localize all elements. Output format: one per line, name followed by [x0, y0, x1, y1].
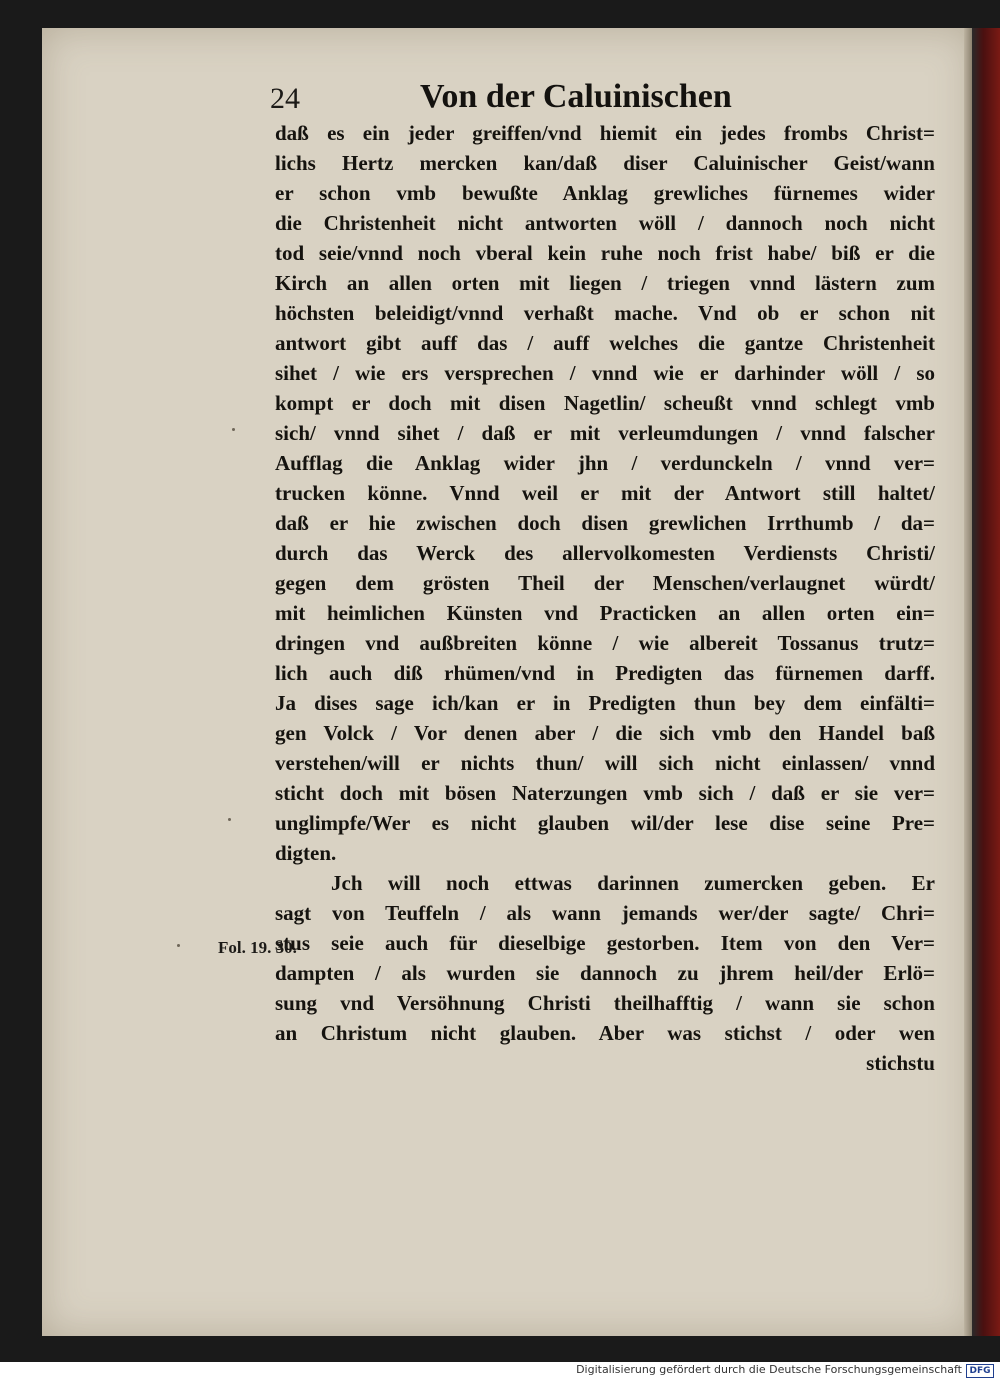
dfg-logo-icon: DFG: [966, 1364, 994, 1378]
text-line: daß es ein jeder greiffen/vnd hiemit ein jedes frombs Christ=: [275, 121, 935, 145]
text-line: mit heimlichen Künsten vnd Practicken an allen orten ein=: [275, 601, 935, 625]
text-line: stus seie auch für dieselbige gestorben. Item von den Ver=: [275, 931, 935, 955]
text-line: an Christum nicht glauben. Aber was stichst / oder wen: [275, 1021, 935, 1045]
footer: [0, 1362, 1000, 1381]
text-line: gegen dem grösten Theil der Menschen/verlaugnet würdt/: [275, 571, 935, 595]
paper-speck: [228, 818, 231, 821]
text-line: lichs Hertz mercken kan/daß diser Caluinischer Geist/wann: [275, 151, 935, 175]
text-line: gen Volck / Vor denen aber / die sich vmb den Handel baß: [275, 721, 935, 745]
text-line: höchsten beleidigt/vnnd verhaßt mache. Vnd ob er schon nit: [275, 301, 935, 325]
text-line: Aufflag die Anklag wider jhn / verdunckeln / vnnd ver=: [275, 451, 935, 475]
text-line: Jch will noch ettwas darinnen zumercken geben. Er: [331, 871, 935, 895]
book-edge-strip: [972, 28, 1000, 1336]
page-edge-shadow: [964, 28, 972, 1336]
text-line: lich auch diß rhümen/vnd in Predigten das fürnemen darff.: [275, 661, 935, 685]
text-line: durch das Werck des allervolkomesten Verdiensts Christi/: [275, 541, 935, 565]
text-line: Ja dises sage ich/kan er in Predigten thun bey dem einfälti=: [275, 691, 935, 715]
text-line: sticht doch mit bösen Naterzungen vmb sich / daß er sie ver=: [275, 781, 935, 805]
catchword: stichstu: [866, 1051, 935, 1075]
paper-speck: [232, 428, 235, 431]
text-line: er schon vmb bewußte Anklag grewliches fürnemes wider: [275, 181, 935, 205]
text-line: tod seie/vnnd noch vberal kein ruhe noch frist habe/ biß er die: [275, 241, 935, 265]
margin-note: Fol. 19. 30.: [218, 938, 297, 957]
text-line: sagt von Teuffeln / als wann jemands wer/der sagte/ Chri=: [275, 901, 935, 925]
paper-speck: [177, 944, 180, 947]
page-number: 24: [270, 82, 300, 115]
text-line: unglimpfe/Wer es nicht glauben wil/der lese dise seine Pre=: [275, 811, 935, 835]
text-line: dringen vnd außbreiten könne / wie albereit Tossanus trutz=: [275, 631, 935, 655]
running-head: [270, 78, 770, 122]
text-line: sich/ vnnd sihet / daß er mit verleumdungen / vnnd falscher: [275, 421, 935, 445]
digitization-credit: Digitalisierung gefördert durch die Deutsche Forschungsgemeinschaft: [576, 1363, 962, 1376]
text-line: digten.: [275, 841, 337, 865]
text-line: sihet / wie ers versprechen / vnnd wie er darhinder wöll / so: [275, 361, 935, 385]
text-line: antwort gibt auff das / auff welches die gantze Christenheit: [275, 331, 935, 355]
text-line: verstehen/will er nichts thun/ will sich nicht einlassen/ vnnd: [275, 751, 935, 775]
text-line: Kirch an allen orten mit liegen / triegen vnnd lästern zum: [275, 271, 935, 295]
text-line: die Christenheit nicht antworten wöll / dannoch noch nicht: [275, 211, 935, 235]
body-text: [275, 118, 935, 1078]
text-line: dampten / als wurden sie dannoch zu jhrem heil/der Erlö=: [275, 961, 935, 985]
text-line: kompt er doch mit disen Nagetlin/ scheußt vnnd schlegt vmb: [275, 391, 935, 415]
text-line: daß er hie zwischen doch disen grewlichen Irrthumb / da=: [275, 511, 935, 535]
text-line: trucken könne. Vnnd weil er mit der Antwort still haltet/: [275, 481, 935, 505]
running-title: Von der Caluinischen: [420, 78, 732, 115]
text-line: sung vnd Versöhnung Christi theilhafftig / wann sie schon: [275, 991, 935, 1015]
